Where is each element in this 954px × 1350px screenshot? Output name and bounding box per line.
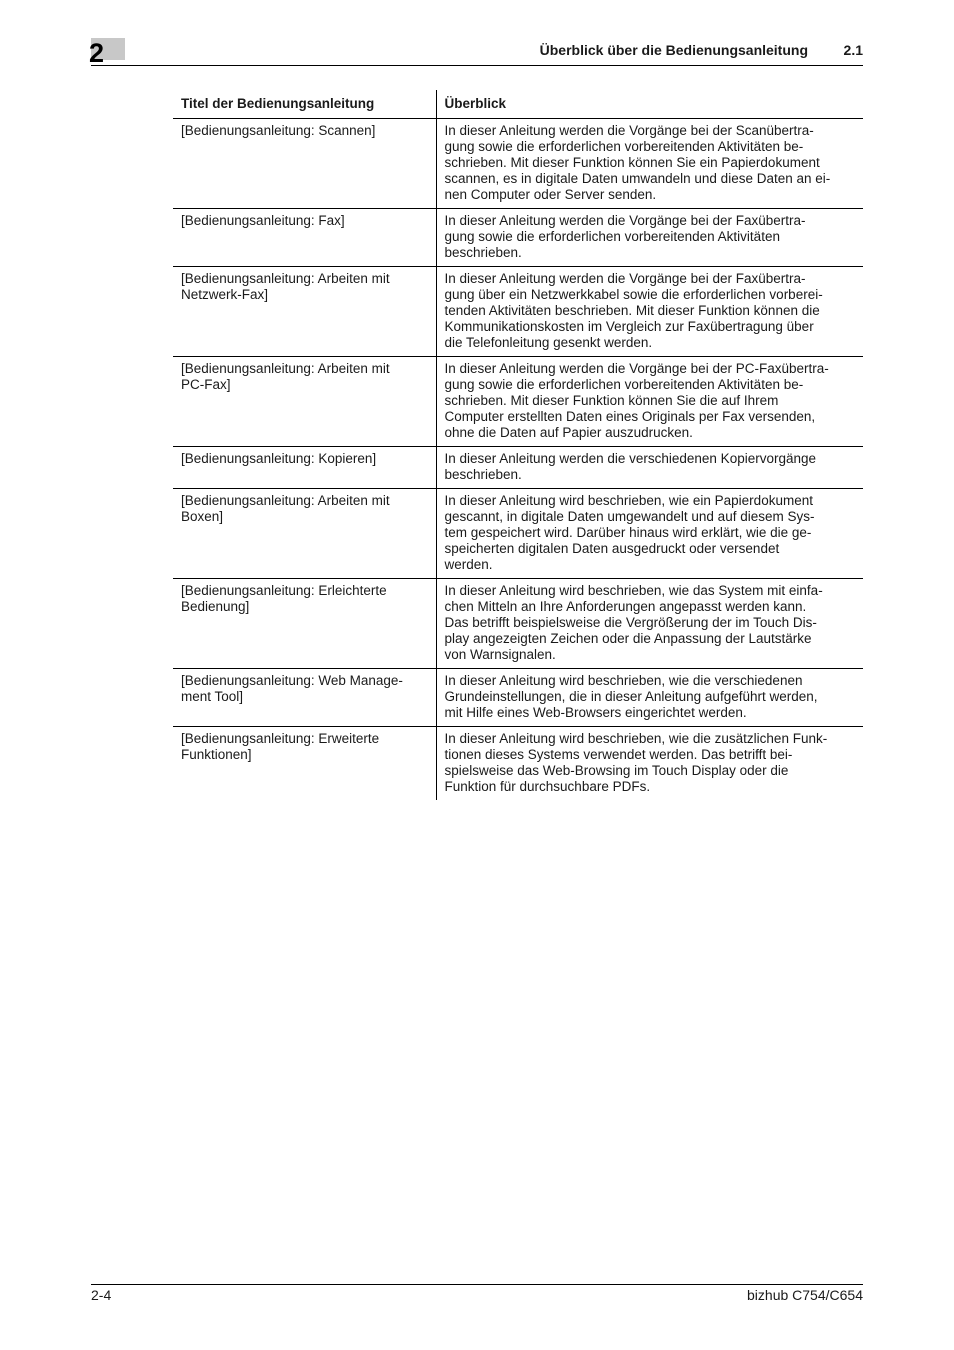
manual-overview-cell: In dieser Anleitung wird beschrieben, wie das System mit einfa- chen Mitteln an Ihre Anforderungen angepasst werden kann. Das betrifft beispielsweise die Vergrößerung der im Touch Dis- play angezeigten Zeichen oder die Anpassung der Lautstärke von Warnsignalen. (444, 583, 823, 662)
manual-overview-cell: In dieser Anleitung werden die Vorgänge bei der Scanübertra- gung sowie die erforderlichen vorbereitenden Aktivitäten be- schrieben. Mit dieser Funktion können Sie ein Papierdokument scannen, es in digitale Daten umwandeln und diese Daten an ei- nen Computer oder Server senden. (444, 123, 831, 202)
manual-title-cell: [Bedienungsanleitung: Web Manage- ment Tool] (173, 669, 436, 727)
table-row (173, 669, 863, 727)
table-row (173, 489, 863, 579)
manual-title-cell: [Bedienungsanleitung: Arbeiten mit Netzwerk-Fax] (173, 267, 436, 357)
table-row (173, 209, 863, 267)
manual-overview-cell: In dieser Anleitung wird beschrieben, wie ein Papierdokument gescannt, in digitale Daten umgewandelt und auf diesem Sys- tem gespeichert wird. Darüber hinaus wird erklärt, wie die ge- speicherten digitalen Daten ausgedruckt oder versendet werden. (444, 493, 815, 572)
manual-overview-cell: In dieser Anleitung wird beschrieben, wie die verschiedenen Grundeinstellungen, die in dieser Anleitung aufgeführt werden, mit Hilfe eines Web-Browsers eingerichtet werden. (444, 673, 818, 720)
running-header-title: Überblick über die Bedienungsanleitung (539, 42, 808, 58)
manual-overview-cell: In dieser Anleitung werden die Vorgänge bei der Faxübertra- gung sowie die erforderlichen vorbereitenden Aktivitäten beschrieben. (444, 213, 806, 260)
manual-title-cell: [Bedienungsanleitung: Erweiterte Funktionen] (173, 727, 436, 801)
manual-overview-cell: In dieser Anleitung werden die Vorgänge bei der Faxübertra- gung über ein Netzwerkkabel sowie die erforderlichen vorberei- tenden Aktivitäten beschrieben. Mit dieser Funktion können die Kommunikationskosten im Vergleich zur Faxübertragung über die Telefonleitung gesenkt werden. (444, 271, 823, 350)
manual-title-cell: [Bedienungsanleitung: Scannen] (173, 119, 436, 209)
page-number: 2-4 (91, 1287, 112, 1303)
chapter-number: 2 (89, 38, 105, 68)
footer-divider (91, 1284, 863, 1285)
manual-overview-cell: In dieser Anleitung wird beschrieben, wie die zusätzlichen Funk- tionen dieses Systems verwendet werden. Das betrifft bei- spielsweise das Web-Browsing im Touch Display oder die Funktion für durchsuchbare PDFs. (444, 731, 828, 794)
column-header-overview: Überblick (444, 96, 507, 111)
table-row (173, 447, 863, 489)
manual-title-cell: [Bedienungsanleitung: Arbeiten mit PC-Fax] (173, 357, 436, 447)
running-header-section: 2.1 (843, 42, 863, 58)
header-divider (91, 65, 863, 66)
manual-title-cell: [Bedienungsanleitung: Erleichterte Bedienung] (173, 579, 436, 669)
manual-title-cell: [Bedienungsanleitung: Kopieren] (173, 447, 436, 489)
table-row (173, 579, 863, 669)
table-row (173, 357, 863, 447)
manual-overview-cell: In dieser Anleitung werden die Vorgänge bei der PC-Faxübertra- gung sowie die erforderlichen vorbereitenden Aktivitäten be- schrieben. Mit dieser Funktion können Sie die auf Ihrem Computer erstellten Daten eines Originals per Fax versenden, ohne die Daten auf Papier auszudrucken. (444, 361, 829, 440)
column-header-title: Titel der Bedienungsanleitung (173, 90, 436, 119)
manual-title-cell: [Bedienungsanleitung: Fax] (173, 209, 436, 267)
table-row (173, 727, 863, 801)
product-name: bizhub C754/C654 (747, 1287, 863, 1303)
manual-title-cell: [Bedienungsanleitung: Arbeiten mit Boxen] (173, 489, 436, 579)
manuals-overview-table (173, 90, 863, 800)
table-row (173, 119, 863, 209)
table-row (173, 267, 863, 357)
manual-overview-cell: In dieser Anleitung werden die verschiedenen Kopiervorgänge beschrieben. (444, 451, 817, 482)
table-header-row (173, 90, 863, 119)
